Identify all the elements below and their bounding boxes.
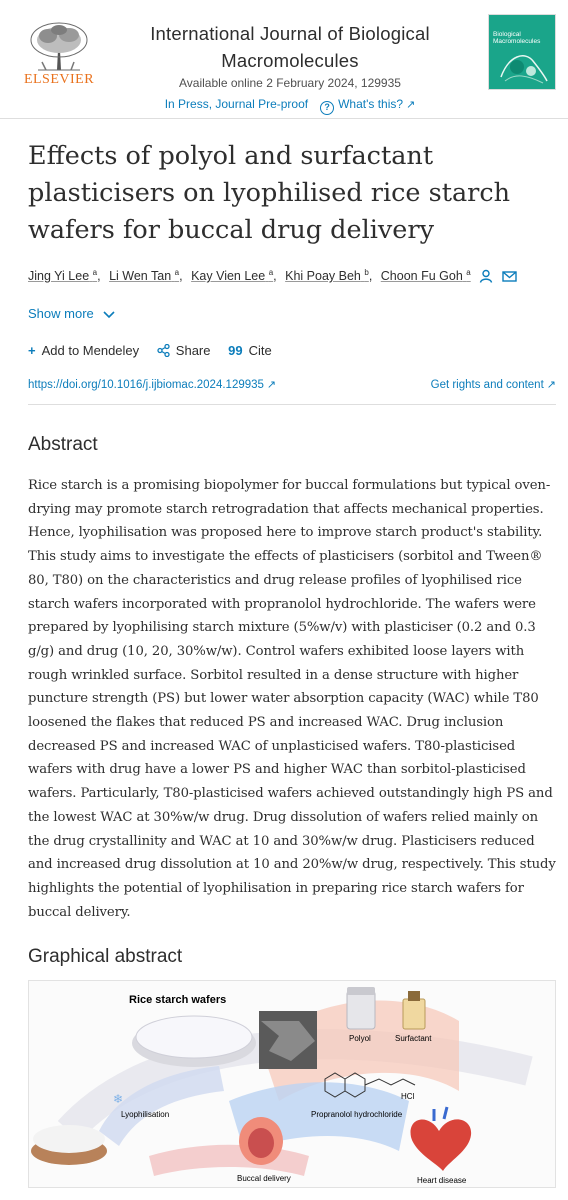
surfactant-label: Surfactant bbox=[395, 1034, 432, 1043]
affiliation-marker: b bbox=[364, 268, 369, 277]
cover-title: Biological Macromolecules bbox=[493, 31, 541, 45]
article-title: Effects of polyol and surfactant plasticisers on lyophilised rice starch wafers for buccal drug delivery bbox=[28, 141, 511, 245]
person-icon[interactable] bbox=[479, 269, 493, 283]
buccal-label: Buccal delivery bbox=[237, 1174, 291, 1183]
header-divider bbox=[0, 118, 568, 119]
snowflake-icon: ❄ bbox=[113, 1092, 124, 1106]
show-more-toggle[interactable] bbox=[28, 306, 115, 321]
heart-vessels bbox=[434, 1107, 447, 1121]
heart-illustration bbox=[411, 1119, 472, 1171]
affiliation-marker: a bbox=[268, 268, 274, 277]
delivery-arrow bbox=[149, 1145, 309, 1176]
status-link[interactable]: In Press, Journal Pre-proof bbox=[164, 97, 309, 111]
elsevier-wordmark[interactable]: ELSEVIER bbox=[23, 72, 95, 87]
author-list: Jing Yi Lee $^a$, Li Wen Tan $^a$, Kay Vien Lee $^a$, Khi Poay Beh $^b$, Choon Fu Goh $^a$ bbox=[28, 268, 558, 283]
author-name: Jing Yi Lee bbox=[28, 269, 90, 284]
help-icon[interactable]: ? bbox=[320, 101, 334, 115]
author-link[interactable] bbox=[28, 269, 97, 283]
rice-starch-powder bbox=[33, 1125, 105, 1153]
rights-text: Get rights and content bbox=[430, 379, 544, 391]
cite-label: Cite bbox=[248, 343, 272, 358]
external-arrow-icon: ↗ bbox=[266, 379, 277, 391]
author-name: Li Wen Tan bbox=[109, 269, 172, 284]
polyol-bottle bbox=[347, 991, 375, 1029]
get-rights-link[interactable] bbox=[431, 378, 556, 391]
chevron-down-icon bbox=[103, 311, 115, 319]
share-label: Share bbox=[175, 343, 211, 358]
hcl-label: HCl bbox=[401, 1092, 415, 1101]
heart-disease-label: Heart disease bbox=[417, 1176, 467, 1185]
email-icon[interactable] bbox=[502, 270, 517, 283]
abstract-body: Rice starch is a promising biopolymer for buccal formulations but typical oven-drying may promote starch retrogradation that affects mechanical properties. Hence, lyophilisation was proposed here to improve starch product's stability. This study aims to investigate the effects of plasticisers (sorbitol and Tween® 80, T80) on the characteristics and drug release profiles of lyophilised rice starch wafers incorporated with propranolol hydrochloride. The wafers were prepared by lyophilising starch mixture (5%w/v) with plasticiser (0.2 and 0.3 g/g) and drug (10, 20, 30%w/w). Control wafers exhibited loose layers with rough wrinkled surface. Sorbitol resulted in a dense structure with higher puncture strength (PS) but lower water absorption capacity (WAC) while T80 loosened the flakes that reduced PS and increased WAC. Drug inclusion decreased PS and increased WAC of unplasticised wafers. T80-plasticised wafers with drug have a lower PS and higher WAC than sorbitol-plasticised wafers. Particularly, T80-plasticised wafers achieved outstandingly high PS and the lowest WAC at 30%w/w drug. Drug dissolution of wafers relied mainly on the drug crystallinity and WAC at 10 and 30%w/w drug. Plasticisers reduced and increased drug dissolution at 10 and 20%w/w drug, respectively. This study highlights the potential of lyophilisation in preparing rice starch wafers for buccal delivery. bbox=[28, 478, 556, 920]
author-link[interactable] bbox=[191, 269, 273, 283]
external-arrow-icon: ↗ bbox=[406, 99, 416, 111]
bottle-cap bbox=[347, 987, 375, 995]
wafers-label: Rice starch wafers bbox=[129, 994, 227, 1006]
plus-icon: + bbox=[28, 343, 36, 358]
affiliation-marker: a bbox=[174, 268, 180, 277]
surfactant-cap bbox=[408, 991, 420, 1001]
doi-text: https://doi.org/10.1016/j.ijbiomac.2024.129935 bbox=[28, 379, 264, 391]
polyol-label: Polyol bbox=[349, 1034, 371, 1043]
rice-starch-wafer bbox=[136, 1016, 252, 1058]
graphical-abstract-heading: Graphical abstract bbox=[28, 946, 183, 967]
section-divider bbox=[28, 404, 556, 405]
share-button[interactable] bbox=[157, 343, 211, 358]
surfactant-bottle bbox=[403, 999, 425, 1029]
lyophilisation-label: Lyophilisation bbox=[121, 1110, 170, 1119]
cover-artwork bbox=[497, 47, 549, 85]
share-icon bbox=[157, 344, 170, 357]
journal-header bbox=[0, 0, 568, 118]
add-to-mendeley-button[interactable] bbox=[28, 343, 139, 358]
article-actions bbox=[28, 343, 286, 358]
graphical-abstract-figure[interactable] bbox=[28, 980, 556, 1188]
journal-title[interactable]: International Journal of Biological Macromolecules bbox=[150, 23, 430, 71]
external-arrow-icon: ↗ bbox=[546, 379, 556, 391]
mendeley-label: Add to Mendeley bbox=[41, 343, 140, 358]
journal-cover-thumbnail[interactable] bbox=[488, 14, 556, 90]
author-name: Kay Vien Lee bbox=[191, 269, 266, 284]
show-more-label: Show more bbox=[28, 306, 94, 321]
graphical-abstract-illustration bbox=[29, 981, 555, 1187]
affiliation-marker: a bbox=[466, 268, 471, 277]
abstract-heading: Abstract bbox=[28, 434, 98, 455]
quote-icon: 99 bbox=[228, 343, 243, 358]
cite-button[interactable] bbox=[228, 343, 272, 358]
status-row bbox=[130, 97, 450, 115]
author-link[interactable] bbox=[285, 269, 369, 283]
author-name: Choon Fu Goh bbox=[380, 269, 463, 284]
author-link[interactable] bbox=[109, 269, 179, 283]
whats-this-link[interactable]: What's this? bbox=[338, 97, 404, 111]
drug-label: Propranolol hydrochloride bbox=[311, 1110, 403, 1119]
affiliation-marker: a bbox=[92, 268, 98, 277]
mouth-cavity bbox=[248, 1128, 274, 1158]
availability-date: Available online 2 February 2024, 129935 bbox=[179, 76, 401, 90]
author-link[interactable] bbox=[381, 269, 471, 283]
author-name: Khi Poay Beh bbox=[285, 269, 361, 284]
doi-link[interactable] bbox=[28, 378, 276, 391]
